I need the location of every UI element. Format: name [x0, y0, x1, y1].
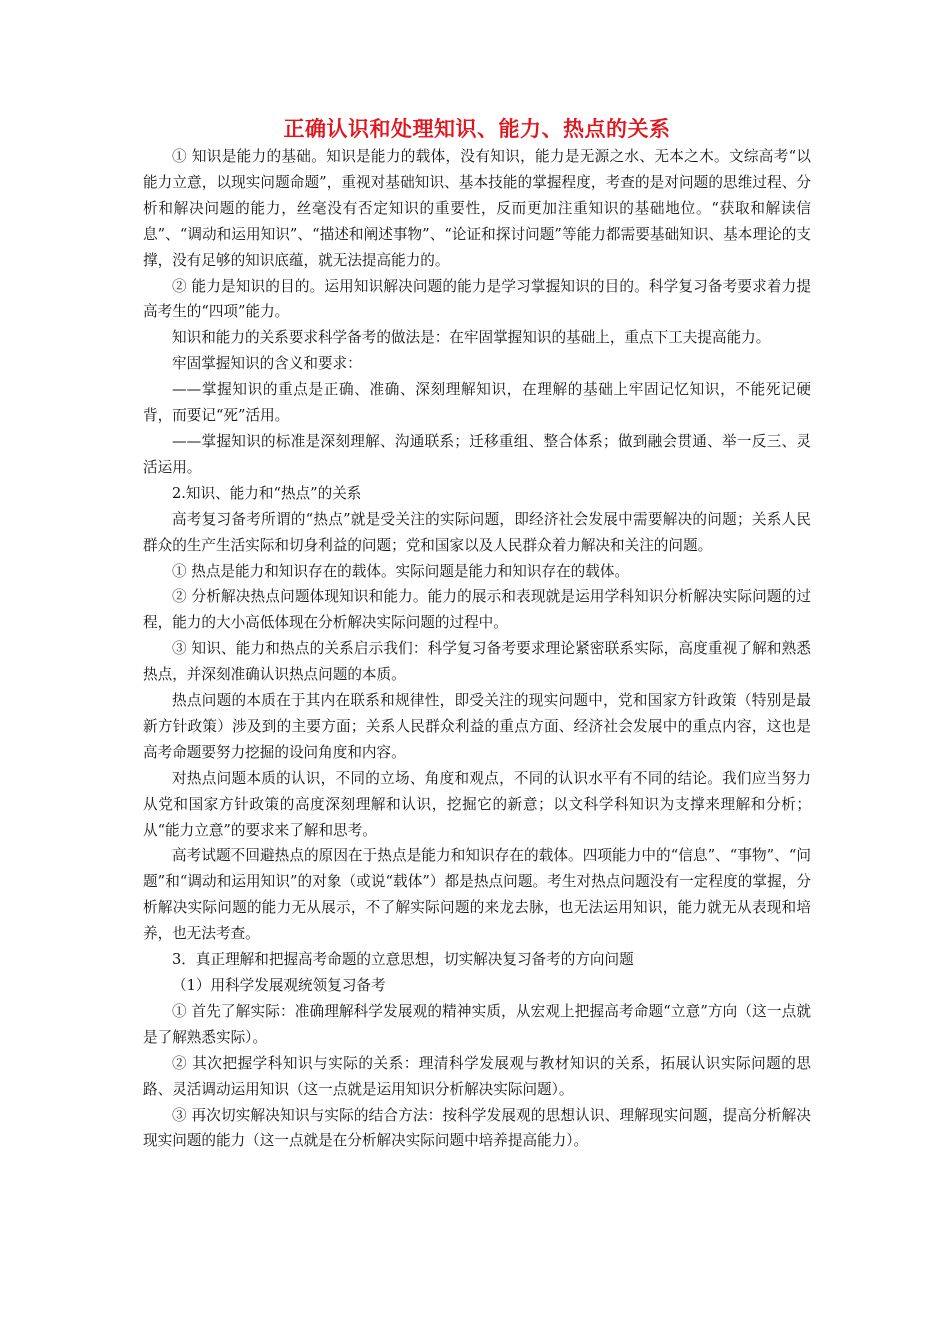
paragraph: 热点问题的本质在于其内在联系和规律性，即受关注的现实问题中，党和国家方针政策（特别是最新方针政策）涉及到的主要方面；关系人民群众利益的重点方面、经济社会发展中的重点内容，这也是高考命题要努力挖掘的设问角度和内容。	[143, 692, 811, 761]
paragraph: ① 热点是能力和知识存在的载体。实际问题是能力和知识存在的载体。	[172, 562, 630, 580]
paragraph: ③ 知识、能力和热点的关系启示我们：科学复习备考要求理论紧密联系实际，高度重视了解和熟悉热点，并深刻准确认识热点问题的本质。	[143, 640, 811, 684]
paragraph: ② 其次把握学科知识与实际的关系：理清科学发展观与教材知识的关系，拓展认识实际问题的思路、灵活调动运用知识（这一点就是运用知识分析解决实际问题）。	[143, 1054, 811, 1098]
paragraph: ——掌握知识的标准是深刻理解、沟通联系；迁移重组、整合体系；做到融会贯通、举一反三、灵活运用。	[143, 432, 811, 476]
paragraph: 高考试题不回避热点的原因在于热点是能力和知识存在的载体。四项能力中的“信息”、“事物”、“问题”和“调动和运用知识”的对象（或说“载体”）都是热点问题。考生对热点问题没有一定程度的掌握，分析解决实际问题的能力无从展示，不了解实际问题的来龙去脉，也无法运用知识，能力就无从表现和培养，也无法考查。	[143, 847, 811, 943]
paragraph: 知识和能力的关系要求科学备考的做法是：在牢固掌握知识的基础上，重点下工夫提高能力。	[172, 329, 771, 347]
paragraph: ① 知识是能力的基础。知识是能力的载体，没有知识，能力是无源之水、无本之木。文综高考“以能力立意，以现实问题命题”，重视对基础知识、基本技能的掌握程度，考查的是对问题的思维过程、分析和解决问题的能力，丝毫没有否定知识的重要性，反而更加注重知识的基础地位。“获取和解读信息”、“调动和运用知识”、“描述和阐述事物”、“论证和探讨问题”等能力都需要基础知识、基本理论的支撑，没有足够的知识底蕴，就无法提高能力的。	[143, 148, 811, 269]
document-title: 正确认识和处理知识、能力、热点的关系	[283, 116, 671, 141]
document-page	[143, 114, 811, 1154]
paragraph: 对热点问题本质的认识，不同的立场、角度和观点，不同的认识水平有不同的结论。我们应当努力从党和国家方针政策的高度深刻理解和认识，挖掘它的新意；以文科学科知识为支撑来理解和分析；从“能力立意”的要求来了解和思考。	[143, 769, 811, 839]
paragraph: ——掌握知识的重点是正确、准确、深刻理解知识，在理解的基础上牢固记忆知识，不能死记硬背，而要记“死”活用。	[143, 381, 811, 425]
paragraph: 高考复习备考所谓的“热点”就是受关注的实际问题，即经济社会发展中需要解决的问题；关系人民群众的生产生活实际和切身利益的问题；党和国家以及人民群众着力解决和关注的问题。	[143, 510, 811, 554]
paragraph: 牢固掌握知识的含义和要求：	[172, 355, 362, 373]
section-heading: 3．真正理解和把握高考命题的立意思想，切实解决复习备考的方向问题	[172, 951, 634, 969]
paragraph: ① 首先了解实际：准确理解科学发展观的精神实质，从宏观上把握高考命题“立意”方向（这一点就是了解熟悉实际）。	[143, 1002, 811, 1046]
subsection-heading: （1）用科学发展观统领复习备考	[172, 977, 386, 994]
paragraph: ② 能力是知识的目的。运用知识解决问题的能力是学习掌握知识的目的。科学复习备考要求着力提高考生的“四项”能力。	[143, 277, 811, 321]
section-heading: 2.知识、能力和“热点”的关系	[172, 484, 362, 502]
paragraph: ② 分析解决热点问题体现知识和能力。能力的展示和表现就是运用学科知识分析解决实际问题的过程，能力的大小高低体现在分析解决实际问题的过程中。	[143, 588, 811, 632]
paragraph: ③ 再次切实解决知识与实际的结合方法：按科学发展观的思想认识、理解现实问题，提高分析解决现实问题的能力（这一点就是在分析解决实际问题中培养提高能力）。	[143, 1106, 811, 1150]
